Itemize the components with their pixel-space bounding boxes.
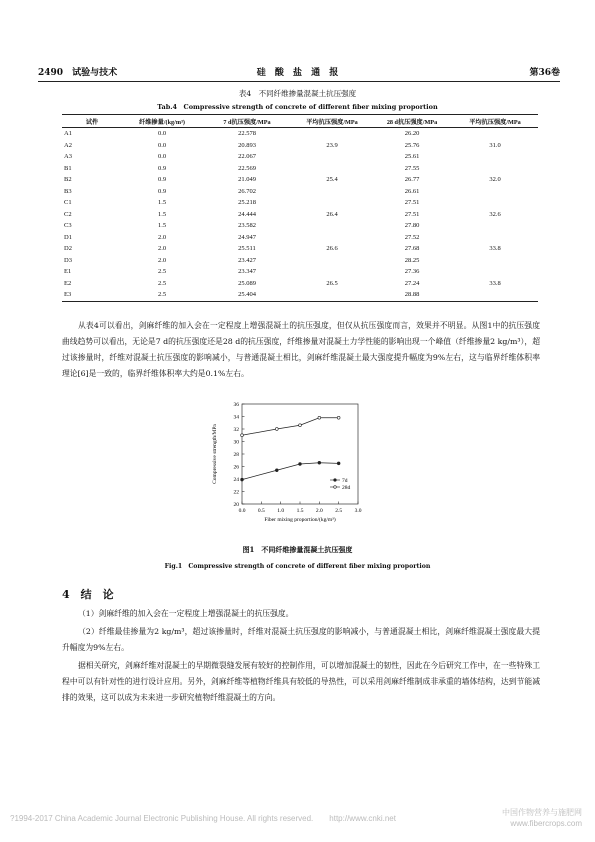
series-point-7d <box>337 462 340 465</box>
table-row <box>62 151 538 163</box>
table-row <box>62 174 538 186</box>
x-tick-label: 0.5 <box>257 508 265 514</box>
copyright-text: ?1994-2017 China Academic Journal Electronic Publishing House. All rights reserved. http://www.cnki.net <box>10 814 396 823</box>
table-cell <box>452 197 538 209</box>
table-caption-cn: 表4 不同纤维掺量混凝土抗压强度 <box>238 89 357 98</box>
watermark-cn: 中国作物营养与施肥网 <box>502 808 582 817</box>
table-row <box>62 186 538 198</box>
table-cell <box>292 151 372 163</box>
table-cell: 2.5 <box>157 279 167 287</box>
y-tick-label: 20 <box>233 502 239 508</box>
table-cell: 33.8 <box>489 279 501 287</box>
table-cell: 33.8 <box>489 245 501 253</box>
section-number: 4 <box>62 588 70 601</box>
table-header-cell: 平均抗压强度/MPa <box>452 115 538 128</box>
table-cell: 25.404 <box>202 289 292 301</box>
table-row <box>62 209 538 221</box>
table-cell: D2 <box>64 245 72 253</box>
table-cell <box>452 186 538 198</box>
x-tick-label: 0.0 <box>238 508 246 514</box>
table-cell: A1 <box>64 130 72 138</box>
section-title: 结 论 <box>80 588 114 601</box>
series-line-28d <box>242 418 339 436</box>
table-cell: 22.569 <box>238 164 256 172</box>
table-row <box>62 197 538 209</box>
table-cell: 25.511 <box>238 245 256 253</box>
table-row <box>62 128 538 140</box>
series-point-7d <box>318 461 321 464</box>
table-cell <box>292 255 372 267</box>
table-cell: 22.578 <box>238 130 256 138</box>
table-header-cell: 28 d抗压强度/MPa <box>372 115 452 128</box>
table-header-cell: 平均抗压强度/MPa <box>292 115 372 128</box>
table-cell: 26.61 <box>404 187 420 195</box>
series-point-28d <box>299 424 302 427</box>
table-row <box>62 243 538 255</box>
table-cell: 23.9 <box>326 141 338 149</box>
table-cell: 26.6 <box>326 245 338 253</box>
table-cell: 0.0 <box>157 153 167 161</box>
table-cell <box>452 151 538 163</box>
y-tick-label: 22 <box>233 489 239 496</box>
table-cell: 24.947 <box>238 233 256 241</box>
table-cell <box>292 220 372 232</box>
y-tick-label: 24 <box>233 477 239 483</box>
y-tick-label: 32 <box>233 427 239 433</box>
section-heading <box>62 586 114 602</box>
legend-label: 7d <box>342 478 348 484</box>
x-tick-label: 1.5 <box>296 508 304 514</box>
table-cell <box>292 128 372 140</box>
table-cell <box>292 289 372 301</box>
table-row <box>62 140 538 152</box>
table-cell <box>292 232 372 244</box>
series-point-7d <box>241 478 244 481</box>
conclusion-1: （1）剑麻纤维的加入会在一定程度上增强混凝土的抗压强度。 <box>78 609 294 618</box>
table-cell: B2 <box>64 176 72 184</box>
plot-frame <box>242 404 358 504</box>
table-cell: 23.347 <box>238 268 256 276</box>
table-cell: 26.702 <box>238 187 256 195</box>
table-cell: E2 <box>64 279 72 287</box>
table-cell: 32.0 <box>489 176 501 184</box>
table-cell: 20.893 <box>238 141 256 149</box>
table-cell: 27.55 <box>404 164 420 172</box>
table-cell: 2.0 <box>157 245 167 253</box>
table-cell: 25.089 <box>238 279 256 287</box>
table-cell: B1 <box>64 164 72 172</box>
conclusion-2: （2）纤维最佳掺量为2 kg/m³，超过该掺量时，纤维对混凝土抗压强度的影响减小，与普通混凝土相比，剑麻纤维混凝土强度最大提升幅度为9%左右。 <box>62 627 540 652</box>
table-cell <box>292 197 372 209</box>
table-cell: 26.4 <box>326 210 338 218</box>
table-cell: 26.20 <box>404 130 420 138</box>
table-cell: 1.5 <box>157 210 167 218</box>
table-cell: 31.0 <box>489 141 501 149</box>
table-header-row <box>62 115 538 128</box>
table-cell: 28.25 <box>404 256 420 264</box>
table-cell: 27.68 <box>404 245 420 253</box>
table-row <box>62 163 538 175</box>
table-cell: 25.76 <box>404 141 420 149</box>
table-header-cell: 试件 <box>62 115 122 128</box>
table-cell: 0.0 <box>157 141 167 149</box>
strength-table <box>62 114 538 302</box>
table-row <box>62 278 538 290</box>
table-cell: A2 <box>64 141 72 149</box>
table-cell <box>452 163 538 175</box>
table-cell: 24.444 <box>238 210 256 218</box>
strength-chart <box>208 398 370 538</box>
table-body <box>62 128 538 302</box>
table-header-cell: 纤维掺量/(kg/m³) <box>122 115 202 128</box>
watermark <box>502 807 582 829</box>
series-point-7d <box>275 469 278 472</box>
table-cell <box>292 186 372 198</box>
y-tick-label: 36 <box>233 402 239 408</box>
section-name: 试验与技术 <box>72 68 118 78</box>
table-cell: 27.24 <box>404 279 420 287</box>
body-paragraph: 从表4可以看出，剑麻纤维的加入会在一定程度上增强混凝土的抗压强度，但仅从抗压强度而言，效果并不明显。从图1中的抗压强度曲线趋势可以看出，无论是7 d的抗压强度还是28 d的抗压强度，纤维掺量对混凝土力学性能的影响出现一个峰值（纤维掺量2 kg/m³），超过该掺量时，纤维对混凝土抗压强度的影响减小，与普通混凝土相比，剑麻纤维混凝土最大强度提升幅度为9%左右，这与临界纤维体积率理论[6]是一致的，临界纤维体积率大约是0.1%左右。 <box>62 321 540 378</box>
table-cell: 26.5 <box>326 279 338 287</box>
table-cell: 27.80 <box>404 222 420 230</box>
series-point-28d <box>275 428 278 431</box>
table-cell <box>292 163 372 175</box>
x-axis-label: Fiber mixing proportion/(kg/m³) <box>264 517 336 523</box>
chart-svg <box>208 398 370 538</box>
series-point-7d <box>299 463 302 466</box>
series-point-28d <box>241 434 244 437</box>
table-cell: 0.0 <box>157 130 167 138</box>
table-cell: 26.77 <box>404 176 420 184</box>
table-cell <box>452 220 538 232</box>
table-cell: D3 <box>64 256 72 264</box>
table-row <box>62 232 538 244</box>
table-cell: C1 <box>64 199 72 207</box>
running-header <box>38 63 560 82</box>
volume-label: 第36卷 <box>529 68 560 78</box>
table-cell: 21.049 <box>238 176 256 184</box>
table-cell: 2.5 <box>157 268 167 276</box>
table-cell: 1.5 <box>157 222 167 230</box>
table-row <box>62 266 538 278</box>
table-cell: C3 <box>64 222 72 230</box>
table-cell: 23.582 <box>238 222 256 230</box>
table-cell: E1 <box>64 268 72 276</box>
table-cell: 27.52 <box>404 233 420 241</box>
table-cell <box>452 289 538 301</box>
x-tick-label: 2.5 <box>335 508 343 514</box>
figure-caption-cn: 图1 不同纤维掺量混凝土抗压强度 <box>242 545 353 554</box>
table-cell <box>452 255 538 267</box>
series-line-7d <box>242 463 339 480</box>
table-cell <box>452 232 538 244</box>
table-cell: E3 <box>62 289 122 301</box>
x-tick-label: 2.0 <box>315 508 323 514</box>
legend-marker <box>334 486 337 489</box>
x-tick-label: 1.0 <box>277 508 285 514</box>
conclusion-3: 据相关研究，剑麻纤维对混凝土的早期微裂缝发展有较好的控制作用，可以增加混凝土的韧性，因此在今后研究工作中，在一些特殊工程中可以有针对性的进行设计应用。另外，剑麻纤维等植物纤维具有较低的导热性，可以采用剑麻纤维制成非承重的墙体结构，达到节能减排的效果，这可以成为未来进一步研究植物纤维混凝土的方向。 <box>62 661 540 702</box>
table-cell: 25.218 <box>238 199 256 207</box>
table-cell: A3 <box>64 153 72 161</box>
figure-caption-en: Fig.1 Compressive strength of concrete of different fiber mixing proportion <box>164 563 431 570</box>
table-cell: 23.427 <box>238 256 256 264</box>
table-cell: D1 <box>64 233 72 241</box>
table-cell: 0.9 <box>157 176 167 184</box>
watermark-url: www.fibercrops.com <box>510 819 582 828</box>
x-tick-label: 3.0 <box>354 508 362 514</box>
y-tick-label: 30 <box>233 439 239 446</box>
legend-label: 28d <box>342 485 351 491</box>
table-cell: 27.36 <box>404 268 420 276</box>
table-cell: 2.0 <box>157 256 167 264</box>
table-cell: 27.51 <box>404 199 420 207</box>
table-cell: 2.0 <box>157 233 167 241</box>
y-tick-label: 26 <box>233 464 239 471</box>
table-cell <box>292 266 372 278</box>
legend-marker <box>334 479 337 482</box>
table-cell <box>452 266 538 278</box>
table-cell: 0.9 <box>157 187 167 195</box>
series-point-28d <box>318 416 321 419</box>
table-cell: C2 <box>64 210 72 218</box>
table-row <box>62 255 538 267</box>
table-cell: 22.067 <box>238 153 256 161</box>
table-cell: 25.4 <box>326 176 338 184</box>
table-cell: 28.88 <box>372 289 452 301</box>
footer <box>10 808 590 828</box>
table-cell: 1.5 <box>157 199 167 207</box>
table-cell: 32.6 <box>489 210 501 218</box>
table-caption-en: Tab.4 Compressive strength of concrete of different fiber mixing proportion <box>157 103 438 111</box>
table-header-cell: 7 d抗压强度/MPa <box>202 115 292 128</box>
y-tick-label: 28 <box>233 452 239 458</box>
y-tick-label: 34 <box>233 414 239 421</box>
table-cell: B3 <box>64 187 72 195</box>
y-axis-label: Compressive strength/MPa <box>212 424 218 484</box>
table-cell: 0.9 <box>157 164 167 172</box>
table-cell: 25.61 <box>404 153 420 161</box>
series-point-28d <box>337 416 340 419</box>
table-row <box>62 289 538 301</box>
table-row <box>62 220 538 232</box>
table-cell: 27.51 <box>404 210 420 218</box>
table-cell: 2.5 <box>122 289 202 301</box>
table-cell <box>452 128 538 140</box>
page-number: 2490 <box>38 68 64 78</box>
journal-name: 硅 酸 盐 通 报 <box>256 68 342 78</box>
